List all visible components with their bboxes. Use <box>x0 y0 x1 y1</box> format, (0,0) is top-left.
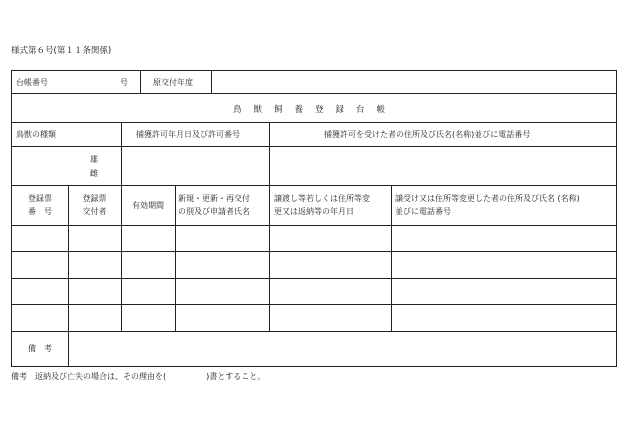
col-transfer-line2: 更又は返納等の年月日 <box>274 207 354 216</box>
sex-female: 雌 <box>90 169 98 178</box>
permit-holder-label: 捕獲許可を受けた者の住所及び氏名(名称)並びに電話番号 <box>324 130 531 139</box>
form-title: 鳥獣飼養登録台帳 <box>232 105 397 115</box>
col-transfer-line1: 譲渡し等若しくは住所等変 <box>274 194 370 203</box>
col-validity: 有効期間 <box>132 201 164 210</box>
number-suffix: 号 <box>120 78 128 87</box>
footnote-after: )書とすること。 <box>206 372 266 381</box>
permit-label: 捕獲許可年月日及び許可番号 <box>136 130 240 139</box>
col-reg-number-line1: 登録票 <box>28 194 52 203</box>
col-transferee-line2: 並びに電話番号 <box>395 207 451 216</box>
footnote <box>11 371 265 382</box>
registration-ledger-form <box>11 70 617 367</box>
col-renewal-line2: の別及び申請者氏名 <box>178 207 250 216</box>
species-label: 鳥獣の種類 <box>16 130 56 139</box>
remarks-label: 備 考 <box>28 344 52 353</box>
ledger-number-label: 台帳番号 <box>16 78 48 87</box>
col-renewal-line1: 新規・更新・再交付 <box>178 194 250 203</box>
form-number: 様式第６号(第１１条関係) <box>11 46 112 56</box>
col-transferee-line1: 譲受け又は住所等変更した者の住所及び氏名 (名称) <box>395 194 580 203</box>
col-recipient-line1: 登録票 <box>82 194 107 203</box>
sex-male: 雄 <box>90 155 98 164</box>
original-issue-year-label: 原交付年度 <box>153 78 193 87</box>
footnote-before: 備考 返納及び亡失の場合は、その理由を( <box>11 372 167 381</box>
col-recipient-line2: 交付者 <box>82 207 107 216</box>
col-reg-number-line2: 番 号 <box>28 207 52 216</box>
